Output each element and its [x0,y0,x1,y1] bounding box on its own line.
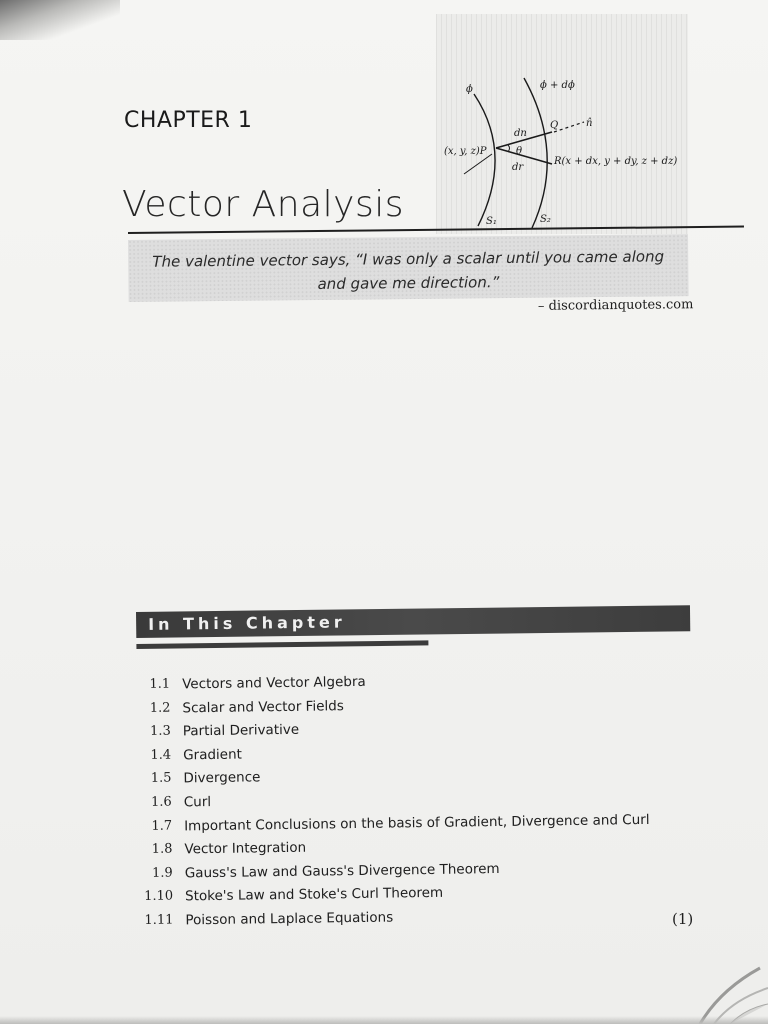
toc-item-title: Vectors and Vector Algebra [182,673,366,693]
toc-item-number: 1.2 [149,700,171,716]
toc-item-number: 1.8 [151,841,173,858]
banner-heading: In This Chapter [148,612,346,634]
in-this-chapter-banner [136,605,692,656]
epigraph-line-2: and gave me direction.” [317,273,500,294]
chapter-label: CHAPTER 1 [124,108,253,133]
toc-item-number: 1.5 [150,770,172,787]
surface-s1-curve [474,94,495,226]
toc-item-number: 1.7 [151,818,173,834]
toc-item-title: Curl [183,793,212,811]
label-dr: dr [512,162,524,173]
toc-item-number: 1.10 [144,888,174,905]
surface-s2-curve [524,78,547,228]
toc-item-title: Stoke's Law and Stoke's Curl Theorem [185,885,444,905]
label-q: Q [550,120,559,131]
page-corner-shadow [0,0,120,40]
label-phi-plus-dphi: ϕ + dϕ [540,80,575,91]
label-phi: ϕ [466,84,473,95]
chapter-contents-list [140,666,684,933]
label-s1: S₁ [486,216,497,227]
label-r: R(x + dx, y + dy, z + dz) [554,156,678,167]
banner-bar [136,605,690,638]
page-number: (1) [672,910,694,928]
epigraph-box [128,234,689,302]
label-s2: S₂ [540,214,551,225]
toc-item-title: Important Conclusions on the basis of Gradient, Divergence and Curl [184,811,650,834]
chapter-title: Vector Analysis [122,184,404,225]
label-point-p: (x, y, z)P [444,146,487,157]
toc-item-number: 1.3 [150,723,171,740]
toc-item-title: Scalar and Vector Fields [182,697,344,717]
theta-arc [508,145,510,152]
page-bottom-edge [0,1016,768,1024]
label-n-hat: n̂ [586,118,593,129]
label-theta: θ [516,146,523,157]
page-curl [680,960,768,1024]
toc-item-number: 1.9 [151,865,173,881]
epigraph-source: – discordianquotes.com [537,297,694,314]
toc-item-title: Poisson and Laplace Equations [185,909,394,929]
epigraph-line-1: The valentine vector says, “I was only a scalar until you came along [152,247,665,271]
dr-vector [496,148,552,164]
toc-item-number: 1.6 [151,794,172,810]
toc-item-title: Gradient [183,746,243,764]
normal-dashed-line [554,122,584,132]
toc-item-title: Partial Derivative [182,721,300,740]
banner-underline [136,640,428,649]
toc-item-number: 1.11 [144,912,174,928]
toc-item-title: Gauss's Law and Gauss's Divergence Theorem [184,860,500,882]
toc-item-title: Vector Integration [184,839,307,858]
gradient-figure [436,14,688,234]
epigraph-text [128,244,688,298]
toc-item-number: 1.1 [149,676,171,692]
toc-item-number: 1.4 [150,747,172,763]
label-dn: dn [514,128,527,139]
toc-item-title: Divergence [183,769,261,787]
point-p-pointer [464,154,492,174]
